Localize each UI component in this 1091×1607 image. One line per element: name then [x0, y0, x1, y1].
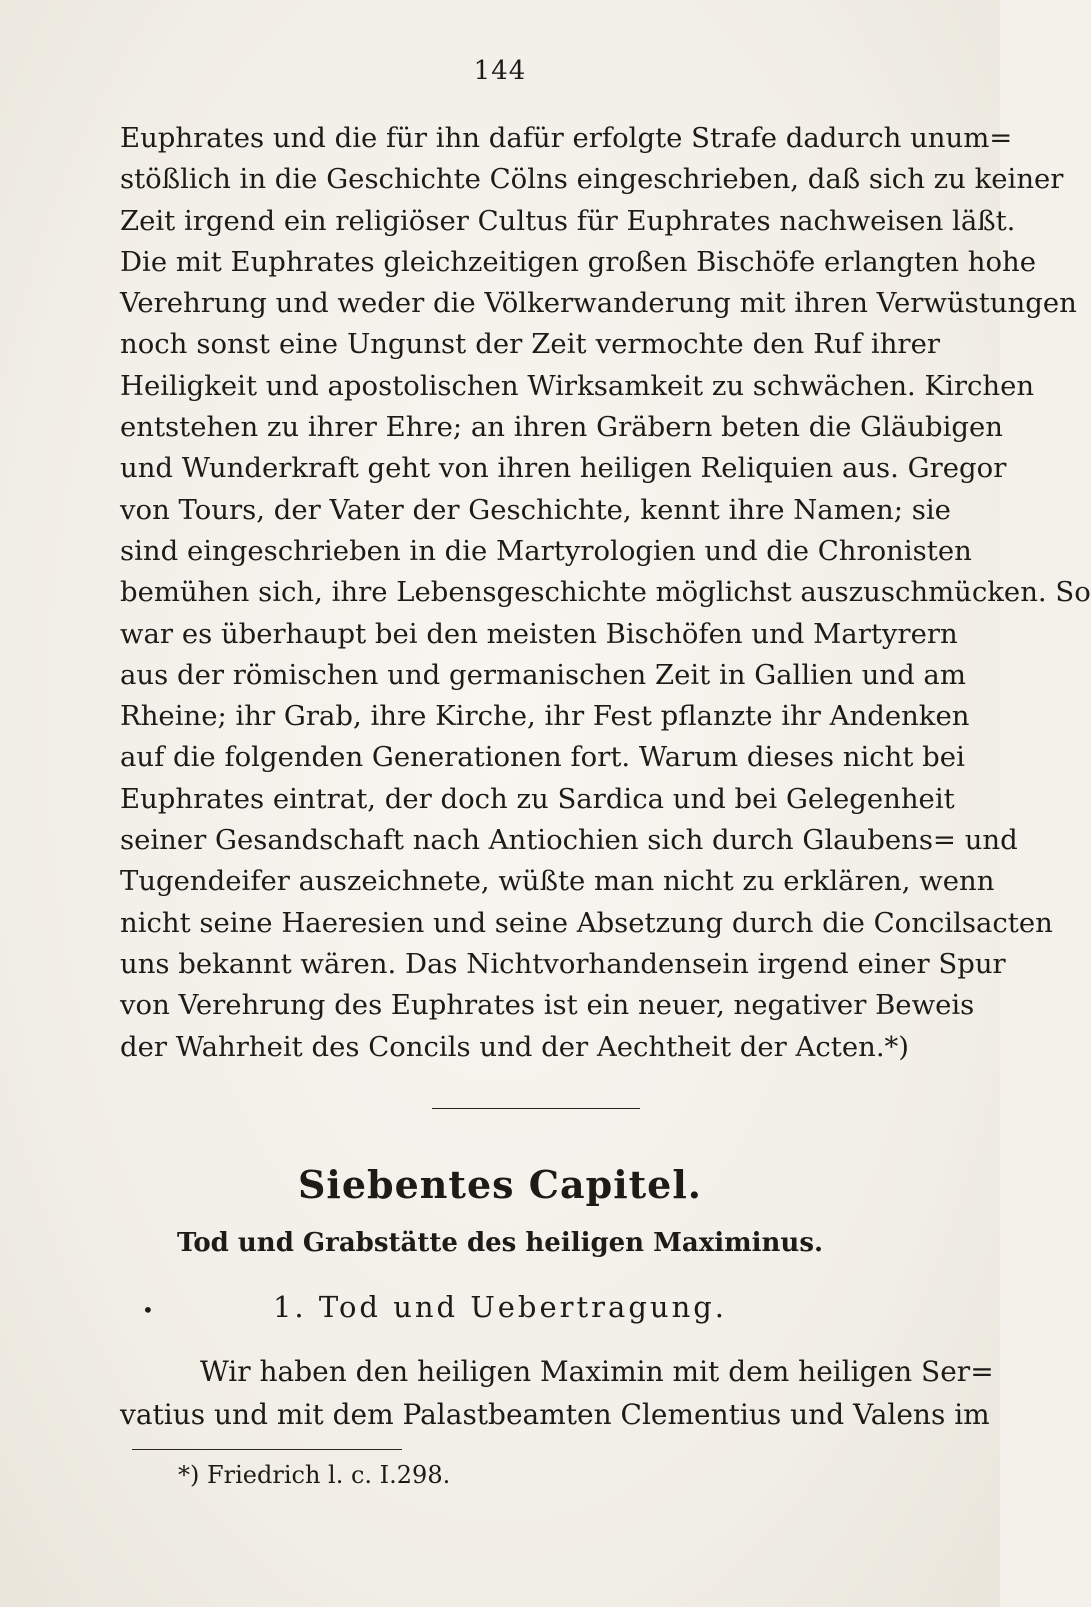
text-line: seiner Gesandschaft nach Antiochien sich durch Glaubens= und: [120, 824, 1018, 857]
footnote-divider: [132, 1449, 402, 1450]
main-paragraph: [120, 118, 1091, 1068]
text-line: war es überhaupt bei den meisten Bischöfen und Martyrern: [120, 617, 958, 650]
margin-mark: •: [142, 1298, 154, 1322]
section-divider: [432, 1108, 640, 1109]
text-line: Euphrates und die für ihn dafür erfolgte Strafe dadurch unum=: [120, 122, 1013, 154]
text-line: noch sonst eine Ungunst der Zeit vermochte den Ruf ihrer: [120, 328, 940, 361]
text-line: entstehen zu ihrer Ehre; an ihren Gräbern beten die Gläubigen: [120, 411, 1004, 444]
text-line: vatius und mit dem Palastbeamten Clementius und Valens im: [120, 1398, 990, 1431]
text-line: Verehrung und weder die Völkerwanderung mit ihren Verwüstungen: [120, 287, 1077, 320]
text-line: nicht seine Haeresien und seine Absetzung durch die Concilsacten: [120, 906, 1053, 939]
chapter-title: Siebentes Capitel.: [297, 1162, 703, 1207]
chapter-subtitle: Tod und Grabstätte des heiligen Maximinus.: [176, 1228, 824, 1258]
text-line: Rheine; ihr Grab, ihre Kirche, ihr Fest pflanzte ihr Andenken: [120, 700, 970, 733]
footnote: *) Friedrich l. c. I.298.: [178, 1461, 451, 1489]
section-paragraph: [120, 1350, 994, 1436]
text-line: der Wahrheit des Concils und der Aechtheit der Acten.*): [120, 1030, 910, 1063]
text-line: uns bekannt wären. Das Nichtvorhandensein irgend einer Spur: [120, 947, 1006, 980]
text-line: von Verehrung des Euphrates ist ein neuer, negativer Beweis: [120, 989, 975, 1022]
text-line: Die mit Euphrates gleichzeitigen großen Bischöfe erlangten hohe: [120, 245, 1036, 278]
text-line: aus der römischen und germanischen Zeit in Gallien und am: [120, 658, 966, 691]
text-line: sind eingeschrieben in die Martyrologien und die Chronisten: [120, 534, 972, 567]
text-line: auf die folgenden Generationen fort. Warum dieses nicht bei: [120, 741, 965, 774]
text-line: Tugendeifer auszeichnete, wüßte man nicht zu erklären, wenn: [120, 865, 995, 898]
text-line: bemühen sich, ihre Lebensgeschichte möglichst auszuschmücken. So: [120, 576, 1091, 609]
section-heading: 1. Tod und Uebertragung.: [272, 1290, 728, 1324]
text-line: und Wunderkraft geht von ihren heiligen Reliquien aus. Gregor: [120, 452, 1007, 485]
text-line: Zeit irgend ein religiöser Cultus für Euphrates nachweisen läßt.: [120, 204, 1016, 237]
text-line: Heiligkeit und apostolischen Wirksamkeit zu schwächen. Kirchen: [120, 369, 1035, 402]
text-line: Wir haben den heiligen Maximin mit dem heiligen Ser=: [200, 1355, 994, 1388]
page-number: 144: [473, 56, 527, 86]
text-line: Euphrates eintrat, der doch zu Sardica und bei Gelegenheit: [120, 782, 955, 815]
text-line: stößlich in die Geschichte Cölns eingeschrieben, daß sich zu keiner: [120, 163, 1064, 196]
text-line: von Tours, der Vater der Geschichte, kennt ihre Namen; sie: [120, 493, 951, 526]
